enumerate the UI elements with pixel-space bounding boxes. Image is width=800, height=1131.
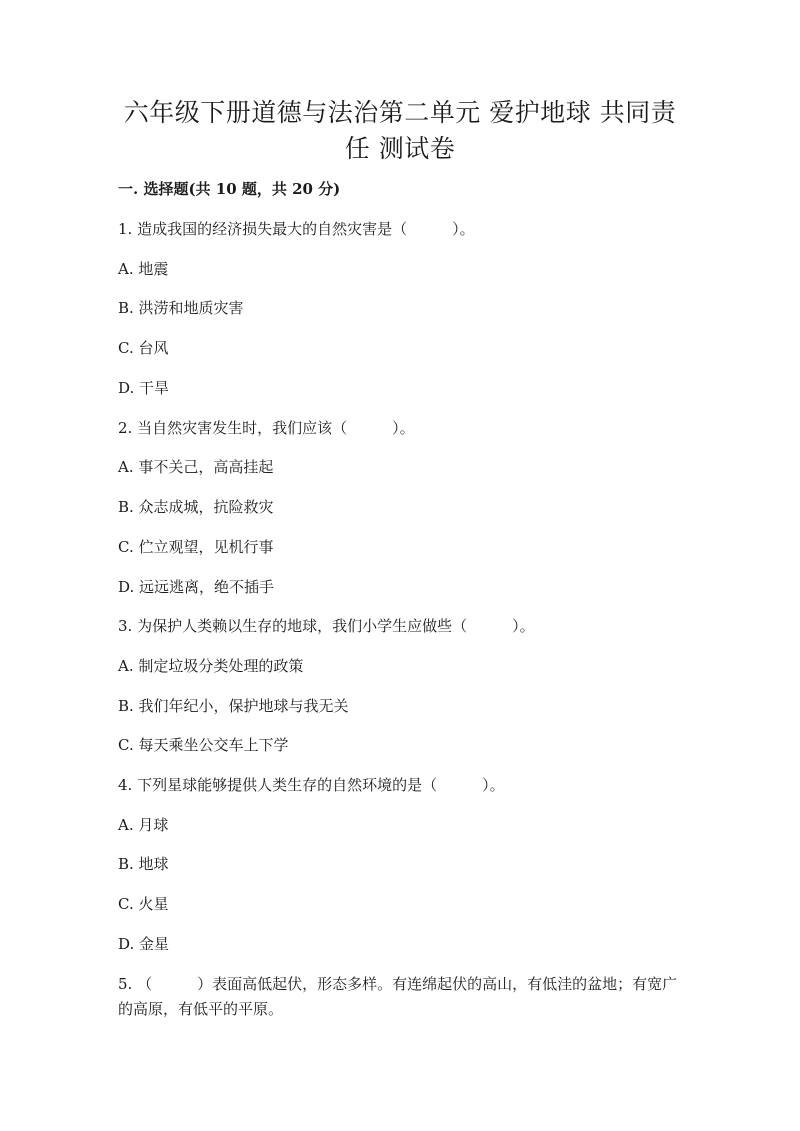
question-4-option-c: C. 火星 — [118, 895, 169, 913]
question-2-option-c: C. 伫立观望，见机行事 — [118, 538, 274, 556]
section-heading: 一. 选择题(共 10 题，共 20 分) — [118, 180, 341, 198]
question-4-option-d: D. 金星 — [118, 935, 170, 953]
question-4-option-a: A. 月球 — [118, 816, 169, 834]
question-2-option-b: B. 众志成城，抗险救灾 — [118, 498, 274, 516]
question-3-option-b: B. 我们年纪小，保护地球与我无关 — [118, 697, 349, 715]
question-3-option-c: C. 每天乘坐公交车上下学 — [118, 736, 289, 754]
question-1-option-c: C. 台风 — [118, 339, 169, 357]
question-4-stem: 4. 下列星球能够提供人类生存的自然环境的是（ ）。 — [118, 776, 505, 794]
question-1-option-b: B. 洪涝和地质灾害 — [118, 299, 244, 317]
title-line-1: 六年级下册道德与法治第二单元 爱护地球 共同责 — [123, 98, 677, 127]
title-line-2: 任 测试卷 — [344, 134, 456, 163]
question-1-stem: 1. 造成我国的经济损失最大的自然灾害是（ ）。 — [118, 220, 475, 238]
question-2-option-d: D. 远远逃离，绝不插手 — [118, 578, 275, 596]
question-2-stem: 2. 当自然灾害发生时，我们应该（ ）。 — [118, 419, 415, 437]
question-4-option-b: B. 地球 — [118, 855, 169, 873]
document-title — [120, 95, 680, 167]
question-5-stem: 5. （ ）表面高低起伏，形态多样。有连绵起伏的高山，有低洼的盆地；有宽广的高原，有低平的平原。 — [118, 975, 678, 1018]
question-3-stem: 3. 为保护人类赖以生存的地球，我们小学生应做些（ ）。 — [118, 617, 535, 635]
question-1-option-a: A. 地震 — [118, 260, 169, 278]
question-2-option-a: A. 事不关己，高高挂起 — [118, 458, 274, 476]
question-3-option-a: A. 制定垃圾分类处理的政策 — [118, 657, 304, 675]
question-1-option-d: D. 干旱 — [118, 379, 170, 397]
